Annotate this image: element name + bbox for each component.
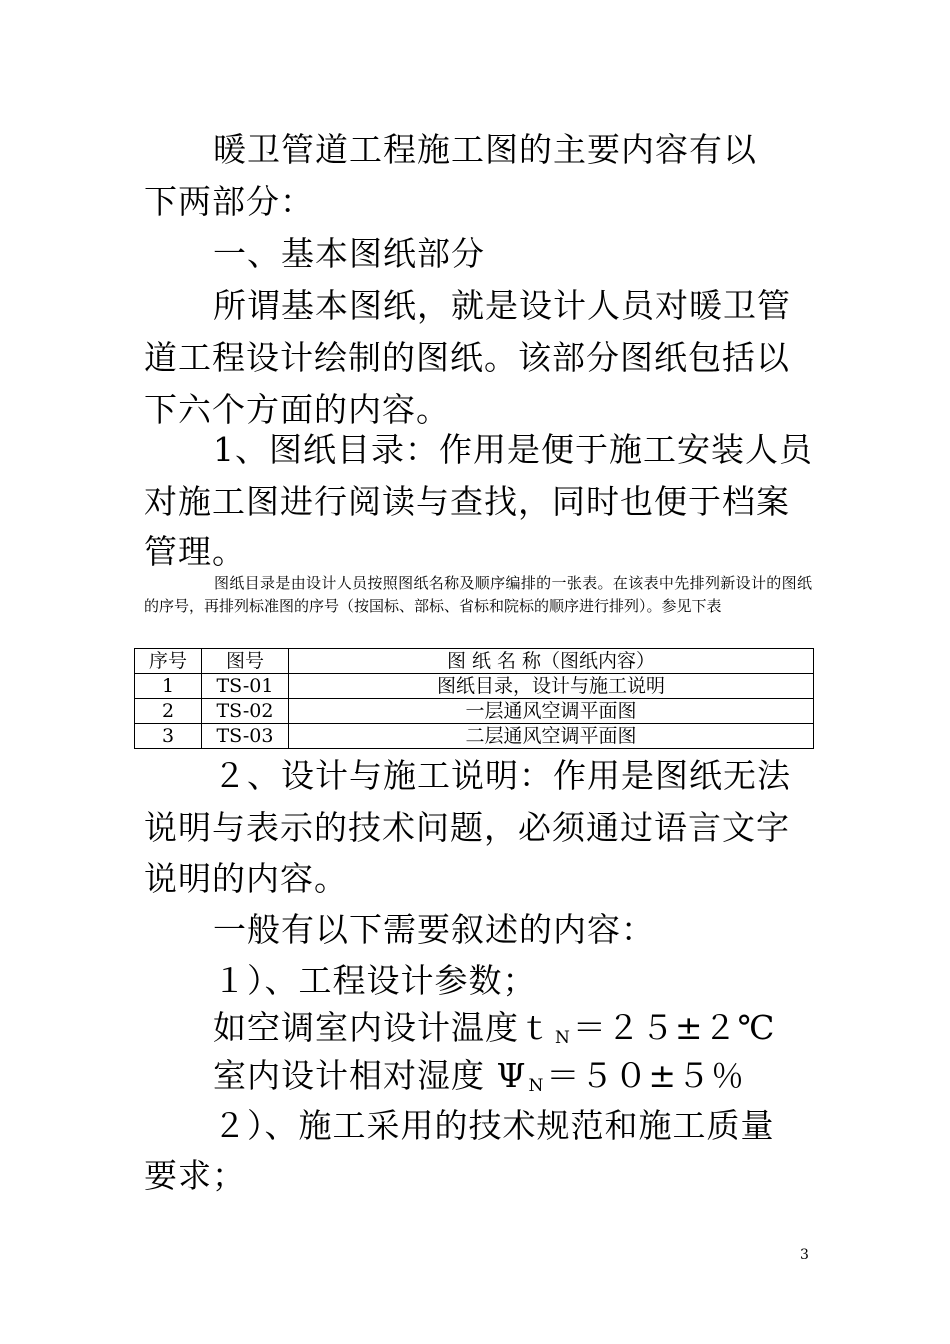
cell-drawing-number: TS-02	[202, 699, 289, 724]
table-row	[135, 699, 814, 724]
temperature-subscript: N	[555, 1028, 571, 1048]
cell-drawing-number: TS-01	[202, 674, 289, 699]
cell-serial: 3	[135, 724, 202, 749]
temperature-value: ＝２５±２℃	[572, 1008, 776, 1047]
item-1-line-1: 1、图纸目录：作用是便于施工安装人员	[213, 430, 813, 469]
humidity-subscript: N	[528, 1076, 545, 1096]
item-2-line-2: 说明与表示的技术问题，必须通过语言文字	[144, 808, 790, 847]
cell-drawing-number: TS-03	[202, 724, 289, 749]
paragraph-intro-line-1: 暖卫管道工程施工图的主要内容有以	[213, 130, 757, 169]
table-row	[135, 674, 814, 699]
general-content-intro: 一般有以下需要叙述的内容：	[213, 910, 655, 949]
table-row	[135, 724, 814, 749]
humidity-label: 室内设计相对湿度 Ψ	[213, 1056, 527, 1095]
section-heading-basic-drawings: 一、基本图纸部分	[213, 234, 485, 273]
table-header-row	[135, 649, 814, 674]
sub-item-2-line-1: ２）、施工采用的技术规范和施工质量	[213, 1106, 775, 1145]
cell-serial: 2	[135, 699, 202, 724]
header-drawing-number: 图号	[202, 649, 289, 674]
paragraph-basic-line-2: 道工程设计绘制的图纸。该部分图纸包括以	[144, 338, 790, 377]
temperature-label: 如空调室内设计温度ｔ	[213, 1008, 553, 1047]
item-2-line-1: ２、设计与施工说明：作用是图纸无法	[213, 756, 791, 795]
cell-drawing-name: 一层通风空调平面图	[289, 699, 814, 724]
item-2-line-3: 说明的内容。	[144, 859, 348, 898]
item-1-line-3: 管理。	[144, 532, 246, 571]
paragraph-basic-line-1: 所谓基本图纸，就是设计人员对暖卫管	[213, 286, 791, 325]
sub-item-1: １）、工程设计参数；	[213, 961, 537, 1000]
header-drawing-name: 图 纸 名 称（图纸内容）	[289, 649, 814, 674]
humidity-value: ＝５０±５％	[546, 1056, 745, 1095]
page-number: 3	[800, 1247, 809, 1263]
cell-drawing-name: 二层通风空调平面图	[289, 724, 814, 749]
cell-serial: 1	[135, 674, 202, 699]
item-1-line-2: 对施工图进行阅读与查找，同时也便于档案	[144, 482, 790, 521]
paragraph-intro-line-2: 下两部分：	[144, 182, 314, 221]
paragraph-basic-line-3: 下六个方面的内容。	[144, 390, 450, 429]
drawing-list-table	[134, 648, 814, 749]
sub-item-2-line-2: 要求；	[144, 1156, 246, 1195]
header-serial: 序号	[135, 649, 202, 674]
cell-drawing-name: 图纸目录，设计与施工说明	[289, 674, 814, 699]
drawing-list-note: 图纸目录是由设计人员按照图纸名称及顺序编排的一张表。在该表中先排列新设计的图纸的序号，再排列标准图的序号（按国标、部标、省标和院标的顺序进行排列）。参见下表	[144, 574, 812, 615]
